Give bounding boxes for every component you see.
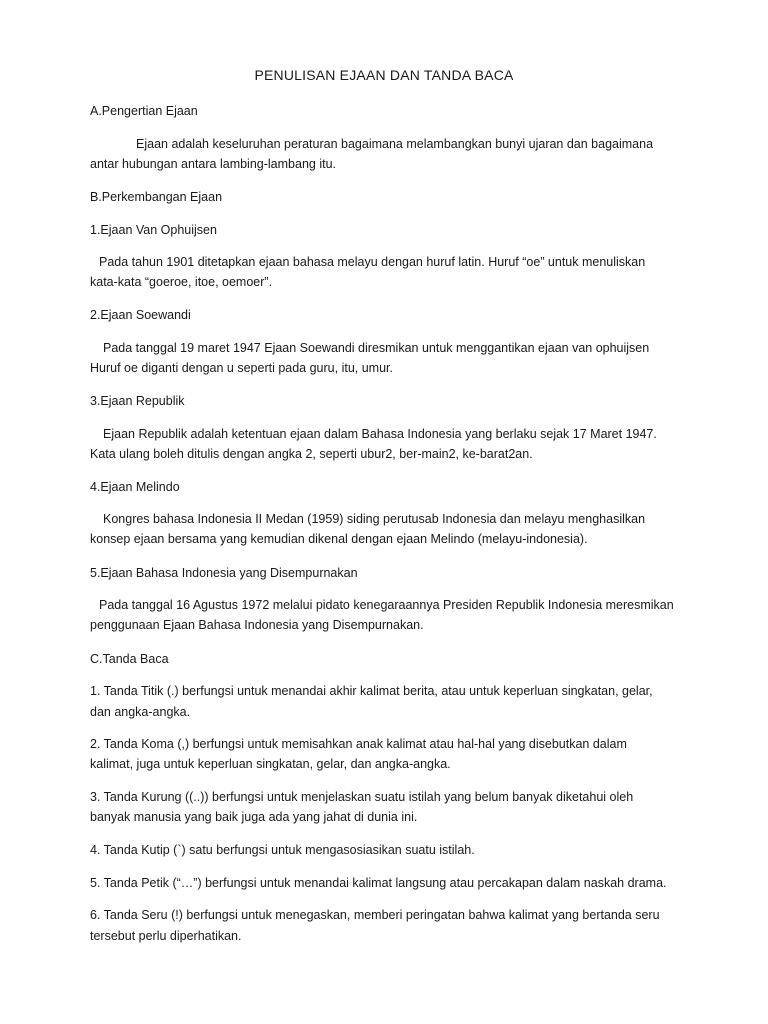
paragraph-line: Kata ulang boleh ditulis dengan angka 2, seperti ubur2, ber-main2, ke-barat2an. xyxy=(90,447,533,461)
paragraph-line: Pada tahun 1901 ditetapkan ejaan bahasa melayu dengan huruf latin. Huruf “oe” untuk menuliskan xyxy=(99,255,646,269)
list-item-line: kalimat, juga untuk keperluan singkatan, gelar, dan angka-angka. xyxy=(90,757,451,771)
paragraph-line: Kongres bahasa Indonesia II Medan (1959) siding perutusab Indonesia dan melayu menghasilkan xyxy=(103,512,646,526)
list-item-line: 6. Tanda Seru (!) berfungsi untuk menegaskan, memberi peringatan bahwa kalimat yang bertanda seru xyxy=(90,908,660,922)
subheading-ejaan-melindo: 4.Ejaan Melindo xyxy=(90,480,180,494)
paragraph-line: Ejaan Republik adalah ketentuan ejaan dalam Bahasa Indonesia yang berlaku sejak 17 Maret 1947. xyxy=(103,427,657,441)
subheading-ejaan-republik: 3.Ejaan Republik xyxy=(90,394,185,408)
subheading-ejaan-van-ophuijsen: 1.Ejaan Van Ophuijsen xyxy=(90,223,217,237)
list-item-line: dan angka-angka. xyxy=(90,705,191,719)
paragraph-line: Pada tanggal 16 Agustus 1972 melalui pidato kenegaraannya Presiden Republik Indonesia meresmikan xyxy=(99,598,674,612)
heading-perkembangan-ejaan: B.Perkembangan Ejaan xyxy=(90,190,223,204)
list-item-line: 4. Tanda Kutip (`) satu berfungsi untuk mengasosiasikan suatu istilah. xyxy=(90,843,475,857)
list-item-line: 3. Tanda Kurung ((..)) berfungsi untuk menjelaskan suatu istilah yang belum banyak diketahui oleh xyxy=(90,790,634,804)
paragraph-line: antar hubungan antara lambing-lambang itu. xyxy=(90,157,337,171)
paragraph-line: Ejaan adalah keseluruhan peraturan bagaimana melambangkan bunyi ujaran dan bagaimana xyxy=(136,137,654,151)
subheading-ejaan-disempurnakan: 5.Ejaan Bahasa Indonesia yang Disempurnakan xyxy=(90,566,358,580)
paragraph-line: Huruf oe diganti dengan u seperti pada guru, itu, umur. xyxy=(90,361,393,375)
paragraph-line: konsep ejaan bersama yang kemudian dikenal dengan ejaan Melindo (melayu-indonesia). xyxy=(90,532,588,546)
subheading-ejaan-soewandi: 2.Ejaan Soewandi xyxy=(90,308,191,322)
list-item-line: 2. Tanda Koma (,) berfungsi untuk memisahkan anak kalimat atau hal-hal yang disebutkan dalam xyxy=(90,737,627,751)
list-item-line: 1. Tanda Titik (.) berfungsi untuk menandai akhir kalimat berita, atau untuk keperluan singkatan, gelar, xyxy=(90,684,653,698)
list-item-line: tersebut perlu diperhatikan. xyxy=(90,929,242,943)
list-item-line: 5. Tanda Petik (“…”) berfungsi untuk menandai kalimat langsung atau percakapan dalam naskah drama. xyxy=(90,876,667,890)
heading-tanda-baca: C.Tanda Baca xyxy=(90,652,169,666)
document-title: PENULISAN EJAAN DAN TANDA BACA xyxy=(254,67,514,83)
heading-pengertian-ejaan: A.Pengertian Ejaan xyxy=(90,104,198,118)
paragraph-line: Pada tanggal 19 maret 1947 Ejaan Soewandi diresmikan untuk menggantikan ejaan van ophuijsen xyxy=(103,341,650,355)
list-item-line: banyak manusia yang baik juga ada yang jahat di dunia ini. xyxy=(90,810,418,824)
paragraph-line: penggunaan Ejaan Bahasa Indonesia yang Disempurnakan. xyxy=(90,618,424,632)
paragraph-line: kata-kata “goeroe, itoe, oemoer”. xyxy=(90,275,273,289)
